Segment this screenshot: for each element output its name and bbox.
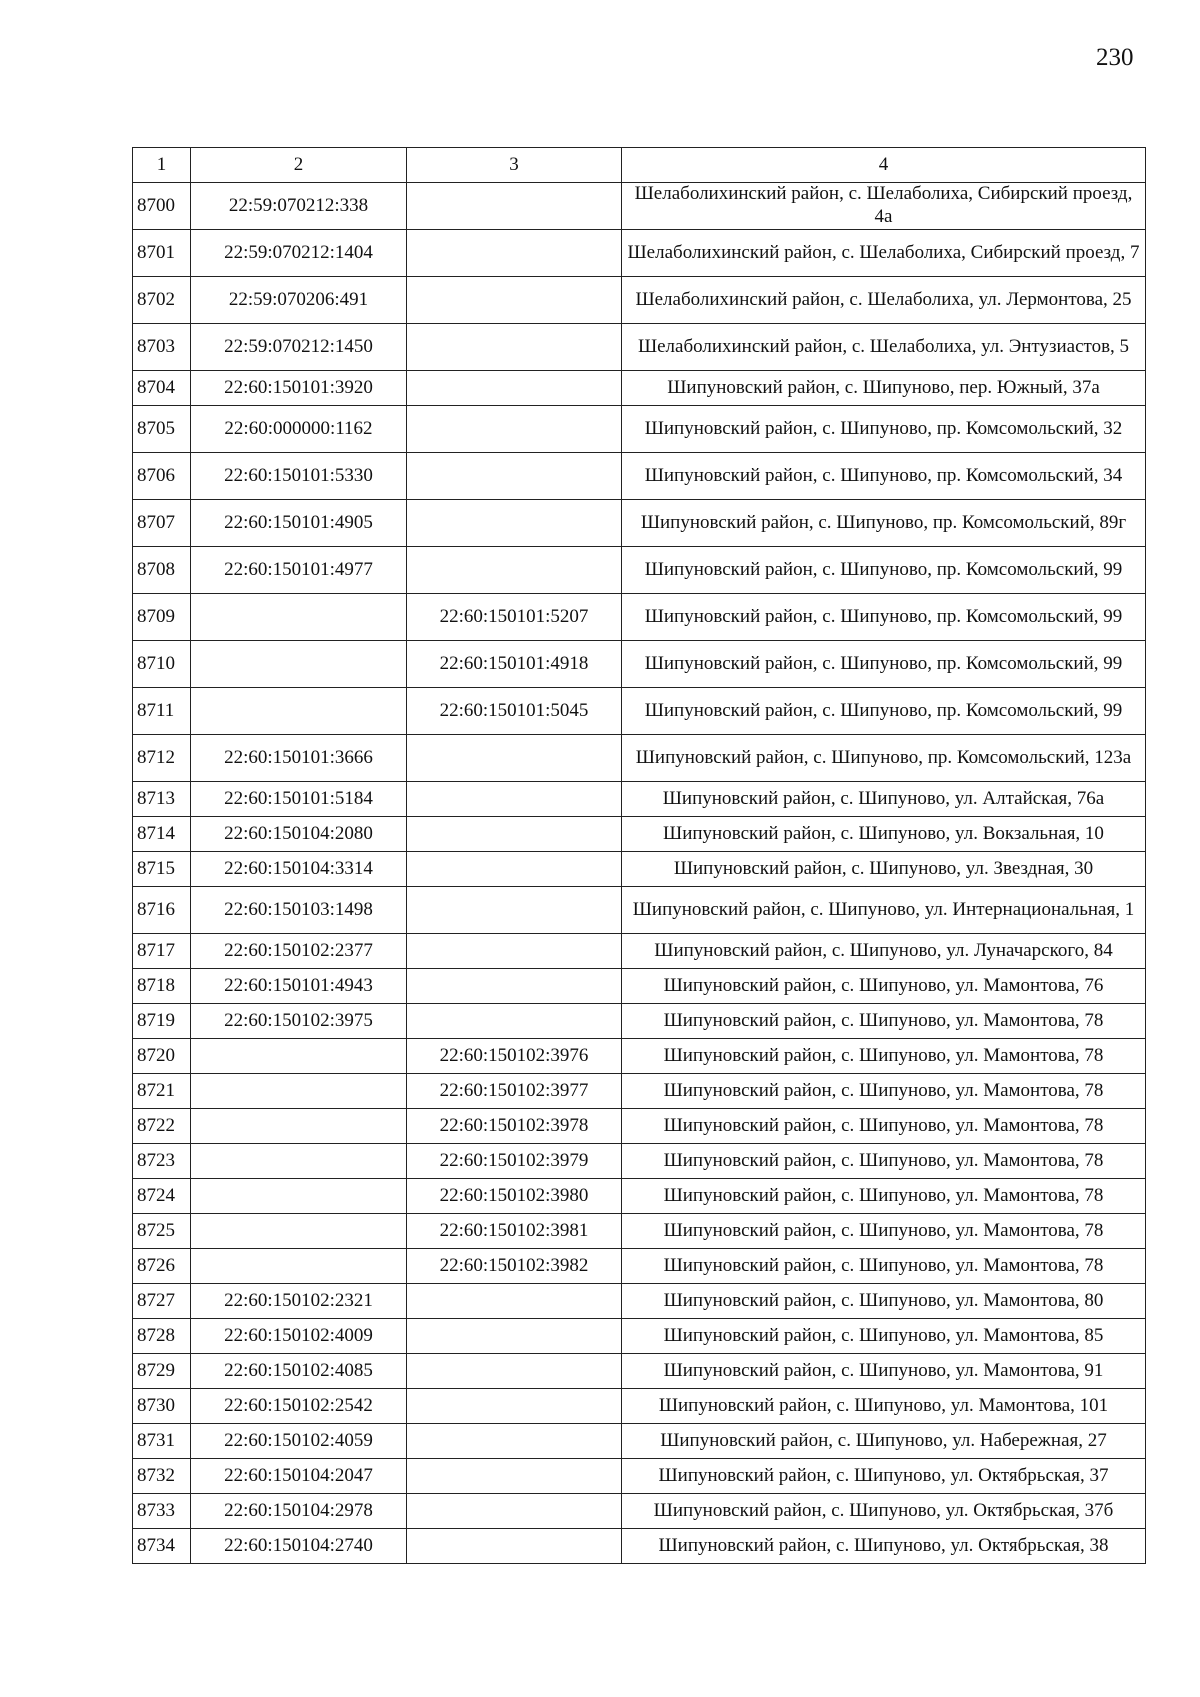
table-row <box>133 1529 1146 1564</box>
cadastral-number-cell <box>191 1109 407 1144</box>
cadastral-number-cell: 22:60:150103:1498 <box>191 887 407 934</box>
related-cadastral-number-cell: 22:60:150102:3980 <box>407 1179 622 1214</box>
cadastral-number-cell: 22:60:150101:5184 <box>191 782 407 817</box>
related-cadastral-number-cell <box>407 1494 622 1529</box>
page-number: 230 <box>1096 44 1134 71</box>
cadastral-number-cell <box>191 688 407 735</box>
related-cadastral-number-cell <box>407 500 622 547</box>
address-cell: Шипуновский район, с. Шипуново, ул. Мамонтова, 85 <box>622 1319 1146 1354</box>
row-number-cell: 8719 <box>133 1004 191 1039</box>
row-number-cell: 8718 <box>133 969 191 1004</box>
table-row <box>133 230 1146 277</box>
cadastral-number-cell: 22:60:150104:3314 <box>191 852 407 887</box>
address-cell: Шипуновский район, с. Шипуново, ул. Мамонтова, 78 <box>622 1074 1146 1109</box>
table-row <box>133 1039 1146 1074</box>
address-cell: Шипуновский район, с. Шипуново, ул. Октябрьская, 38 <box>622 1529 1146 1564</box>
row-number-cell: 8734 <box>133 1529 191 1564</box>
related-cadastral-number-cell <box>407 1354 622 1389</box>
address-cell: Шипуновский район, с. Шипуново, пр. Комсомольский, 32 <box>622 406 1146 453</box>
row-number-cell: 8704 <box>133 371 191 406</box>
table-row <box>133 782 1146 817</box>
table-row <box>133 1249 1146 1284</box>
address-cell: Шелаболихинский район, с. Шелаболиха, Сибирский проезд, 4а <box>622 183 1146 230</box>
related-cadastral-number-cell <box>407 1529 622 1564</box>
cadastral-number-cell: 22:60:150104:2080 <box>191 817 407 852</box>
table-row <box>133 1144 1146 1179</box>
table-row <box>133 1284 1146 1319</box>
cadastral-number-cell: 22:60:150102:4009 <box>191 1319 407 1354</box>
row-number-cell: 8724 <box>133 1179 191 1214</box>
cadastral-number-cell <box>191 641 407 688</box>
row-number-cell: 8732 <box>133 1459 191 1494</box>
address-cell: Шипуновский район, с. Шипуново, пр. Комсомольский, 99 <box>622 594 1146 641</box>
table-row <box>133 406 1146 453</box>
property-registry-table <box>132 147 1146 1564</box>
cadastral-number-cell: 22:60:150104:2047 <box>191 1459 407 1494</box>
table-row <box>133 1389 1146 1424</box>
table-header-row <box>133 148 1146 183</box>
address-cell: Шипуновский район, с. Шипуново, ул. Вокзальная, 10 <box>622 817 1146 852</box>
table-row <box>133 183 1146 230</box>
row-number-cell: 8733 <box>133 1494 191 1529</box>
column-header-1: 1 <box>133 148 191 183</box>
cadastral-number-cell <box>191 1144 407 1179</box>
table-row <box>133 1354 1146 1389</box>
address-cell: Шипуновский район, с. Шипуново, ул. Звездная, 30 <box>622 852 1146 887</box>
table-row <box>133 547 1146 594</box>
row-number-cell: 8702 <box>133 277 191 324</box>
table-row <box>133 688 1146 735</box>
related-cadastral-number-cell <box>407 1004 622 1039</box>
row-number-cell: 8707 <box>133 500 191 547</box>
cadastral-number-cell: 22:60:150101:3920 <box>191 371 407 406</box>
address-cell: Шелаболихинский район, с. Шелаболиха, Сибирский проезд, 7 <box>622 230 1146 277</box>
row-number-cell: 8716 <box>133 887 191 934</box>
row-number-cell: 8700 <box>133 183 191 230</box>
cadastral-number-cell <box>191 1214 407 1249</box>
cadastral-number-cell: 22:60:150102:4059 <box>191 1424 407 1459</box>
column-header-3: 3 <box>407 148 622 183</box>
cadastral-number-cell: 22:60:150101:4943 <box>191 969 407 1004</box>
related-cadastral-number-cell <box>407 1319 622 1354</box>
table-row <box>133 594 1146 641</box>
address-cell: Шипуновский район, с. Шипуново, ул. Октябрьская, 37б <box>622 1494 1146 1529</box>
related-cadastral-number-cell <box>407 1389 622 1424</box>
row-number-cell: 8705 <box>133 406 191 453</box>
table-row <box>133 735 1146 782</box>
related-cadastral-number-cell: 22:60:150101:4918 <box>407 641 622 688</box>
table-row <box>133 641 1146 688</box>
address-cell: Шипуновский район, с. Шипуново, ул. Мамонтова, 76 <box>622 969 1146 1004</box>
related-cadastral-number-cell <box>407 934 622 969</box>
column-header-2: 2 <box>191 148 407 183</box>
related-cadastral-number-cell: 22:60:150101:5045 <box>407 688 622 735</box>
address-cell: Шипуновский район, с. Шипуново, ул. Мамонтова, 91 <box>622 1354 1146 1389</box>
table-row <box>133 453 1146 500</box>
address-cell: Шипуновский район, с. Шипуново, ул. Октябрьская, 37 <box>622 1459 1146 1494</box>
related-cadastral-number-cell <box>407 969 622 1004</box>
table-row <box>133 1459 1146 1494</box>
row-number-cell: 8730 <box>133 1389 191 1424</box>
address-cell: Шипуновский район, с. Шипуново, ул. Интернациональная, 1 <box>622 887 1146 934</box>
cadastral-number-cell: 22:60:150101:3666 <box>191 735 407 782</box>
row-number-cell: 8715 <box>133 852 191 887</box>
cadastral-number-cell <box>191 1039 407 1074</box>
row-number-cell: 8727 <box>133 1284 191 1319</box>
address-cell: Шипуновский район, с. Шипуново, пер. Южный, 37а <box>622 371 1146 406</box>
row-number-cell: 8725 <box>133 1214 191 1249</box>
row-number-cell: 8703 <box>133 324 191 371</box>
row-number-cell: 8713 <box>133 782 191 817</box>
related-cadastral-number-cell <box>407 1459 622 1494</box>
address-cell: Шипуновский район, с. Шипуново, ул. Мамонтова, 78 <box>622 1039 1146 1074</box>
cadastral-number-cell: 22:60:150104:2978 <box>191 1494 407 1529</box>
cadastral-number-cell: 22:60:150102:2321 <box>191 1284 407 1319</box>
related-cadastral-number-cell <box>407 887 622 934</box>
table-row <box>133 1424 1146 1459</box>
row-number-cell: 8708 <box>133 547 191 594</box>
address-cell: Шипуновский район, с. Шипуново, ул. Мамонтова, 78 <box>622 1109 1146 1144</box>
related-cadastral-number-cell <box>407 453 622 500</box>
address-cell: Шипуновский район, с. Шипуново, ул. Мамонтова, 78 <box>622 1179 1146 1214</box>
table-row <box>133 277 1146 324</box>
related-cadastral-number-cell <box>407 406 622 453</box>
row-number-cell: 8717 <box>133 934 191 969</box>
related-cadastral-number-cell <box>407 782 622 817</box>
row-number-cell: 8722 <box>133 1109 191 1144</box>
cadastral-number-cell <box>191 594 407 641</box>
address-cell: Шипуновский район, с. Шипуново, пр. Комсомольский, 123а <box>622 735 1146 782</box>
table-row <box>133 1214 1146 1249</box>
row-number-cell: 8701 <box>133 230 191 277</box>
address-cell: Шелаболихинский район, с. Шелаболиха, ул. Лермонтова, 25 <box>622 277 1146 324</box>
related-cadastral-number-cell <box>407 735 622 782</box>
table-row <box>133 1494 1146 1529</box>
row-number-cell: 8706 <box>133 453 191 500</box>
cadastral-number-cell: 22:60:150101:4977 <box>191 547 407 594</box>
related-cadastral-number-cell <box>407 547 622 594</box>
related-cadastral-number-cell: 22:60:150101:5207 <box>407 594 622 641</box>
table-row <box>133 969 1146 1004</box>
address-cell: Шелаболихинский район, с. Шелаболиха, ул. Энтузиастов, 5 <box>622 324 1146 371</box>
related-cadastral-number-cell: 22:60:150102:3981 <box>407 1214 622 1249</box>
cadastral-number-cell: 22:59:070212:1404 <box>191 230 407 277</box>
related-cadastral-number-cell <box>407 1284 622 1319</box>
cadastral-number-cell: 22:59:070206:491 <box>191 277 407 324</box>
related-cadastral-number-cell <box>407 817 622 852</box>
cadastral-number-cell: 22:60:150104:2740 <box>191 1529 407 1564</box>
cadastral-number-cell <box>191 1074 407 1109</box>
table-row <box>133 500 1146 547</box>
cadastral-number-cell: 22:60:150101:4905 <box>191 500 407 547</box>
address-cell: Шипуновский район, с. Шипуново, ул. Луначарского, 84 <box>622 934 1146 969</box>
address-cell: Шипуновский район, с. Шипуново, пр. Комсомольский, 99 <box>622 641 1146 688</box>
address-cell: Шипуновский район, с. Шипуново, ул. Мамонтова, 78 <box>622 1004 1146 1039</box>
related-cadastral-number-cell <box>407 1424 622 1459</box>
cadastral-number-cell: 22:60:150102:4085 <box>191 1354 407 1389</box>
cadastral-number-cell: 22:60:150102:3975 <box>191 1004 407 1039</box>
cadastral-number-cell: 22:59:070212:338 <box>191 183 407 230</box>
table-row <box>133 1074 1146 1109</box>
cadastral-number-cell: 22:60:000000:1162 <box>191 406 407 453</box>
row-number-cell: 8711 <box>133 688 191 735</box>
address-cell: Шипуновский район, с. Шипуново, ул. Мамонтова, 101 <box>622 1389 1146 1424</box>
related-cadastral-number-cell: 22:60:150102:3979 <box>407 1144 622 1179</box>
cadastral-number-cell: 22:60:150102:2542 <box>191 1389 407 1424</box>
table-row <box>133 852 1146 887</box>
row-number-cell: 8731 <box>133 1424 191 1459</box>
row-number-cell: 8720 <box>133 1039 191 1074</box>
address-cell: Шипуновский район, с. Шипуново, ул. Алтайская, 76а <box>622 782 1146 817</box>
address-cell: Шипуновский район, с. Шипуново, пр. Комсомольский, 34 <box>622 453 1146 500</box>
related-cadastral-number-cell: 22:60:150102:3982 <box>407 1249 622 1284</box>
cadastral-number-cell: 22:60:150101:5330 <box>191 453 407 500</box>
address-cell: Шипуновский район, с. Шипуново, ул. Мамонтова, 78 <box>622 1249 1146 1284</box>
cadastral-number-cell: 22:59:070212:1450 <box>191 324 407 371</box>
related-cadastral-number-cell: 22:60:150102:3977 <box>407 1074 622 1109</box>
address-cell: Шипуновский район, с. Шипуново, ул. Мамонтова, 78 <box>622 1144 1146 1179</box>
table-row <box>133 887 1146 934</box>
cadastral-number-cell <box>191 1179 407 1214</box>
address-cell: Шипуновский район, с. Шипуново, пр. Комсомольский, 89г <box>622 500 1146 547</box>
row-number-cell: 8729 <box>133 1354 191 1389</box>
table-row <box>133 1004 1146 1039</box>
row-number-cell: 8728 <box>133 1319 191 1354</box>
cadastral-number-cell: 22:60:150102:2377 <box>191 934 407 969</box>
table-row <box>133 1109 1146 1144</box>
table-row <box>133 371 1146 406</box>
table-row <box>133 1179 1146 1214</box>
row-number-cell: 8721 <box>133 1074 191 1109</box>
address-cell: Шипуновский район, с. Шипуново, ул. Мамонтова, 80 <box>622 1284 1146 1319</box>
related-cadastral-number-cell <box>407 852 622 887</box>
related-cadastral-number-cell <box>407 324 622 371</box>
related-cadastral-number-cell: 22:60:150102:3976 <box>407 1039 622 1074</box>
related-cadastral-number-cell: 22:60:150102:3978 <box>407 1109 622 1144</box>
row-number-cell: 8723 <box>133 1144 191 1179</box>
table-row <box>133 324 1146 371</box>
row-number-cell: 8726 <box>133 1249 191 1284</box>
related-cadastral-number-cell <box>407 371 622 406</box>
row-number-cell: 8709 <box>133 594 191 641</box>
cadastral-number-cell <box>191 1249 407 1284</box>
table-row <box>133 934 1146 969</box>
row-number-cell: 8714 <box>133 817 191 852</box>
table-row <box>133 817 1146 852</box>
address-cell: Шипуновский район, с. Шипуново, пр. Комсомольский, 99 <box>622 547 1146 594</box>
address-cell: Шипуновский район, с. Шипуново, ул. Набережная, 27 <box>622 1424 1146 1459</box>
related-cadastral-number-cell <box>407 277 622 324</box>
related-cadastral-number-cell <box>407 183 622 230</box>
related-cadastral-number-cell <box>407 230 622 277</box>
table-row <box>133 1319 1146 1354</box>
row-number-cell: 8710 <box>133 641 191 688</box>
address-cell: Шипуновский район, с. Шипуново, пр. Комсомольский, 99 <box>622 688 1146 735</box>
row-number-cell: 8712 <box>133 735 191 782</box>
address-cell: Шипуновский район, с. Шипуново, ул. Мамонтова, 78 <box>622 1214 1146 1249</box>
column-header-4: 4 <box>622 148 1146 183</box>
